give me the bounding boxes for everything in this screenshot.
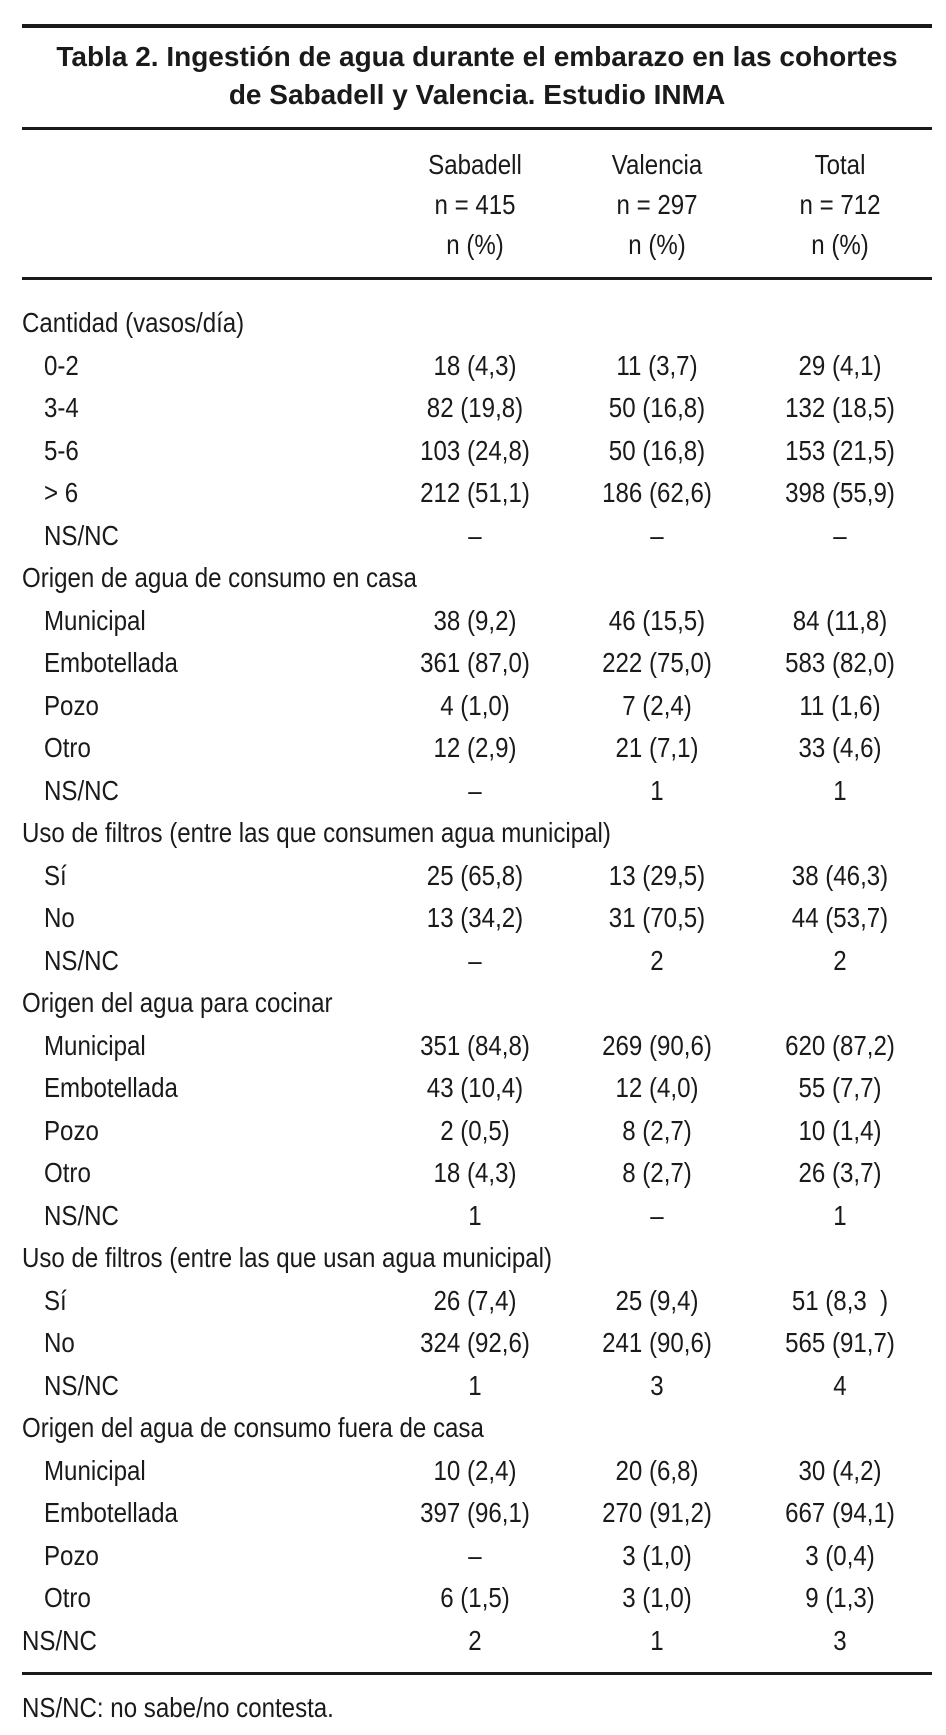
cell-total: 4 bbox=[833, 1369, 847, 1401]
cell-sabadell: 1 bbox=[468, 1199, 482, 1231]
table-row bbox=[0, 1152, 946, 1195]
cell-sabadell: 1 bbox=[468, 1369, 482, 1401]
cell-total: 38 (46,3) bbox=[791, 859, 889, 891]
cell-sabadell: 12 (2,9) bbox=[433, 732, 517, 763]
row-label: > 6 bbox=[44, 477, 79, 508]
cell-valencia: 50 (16,8) bbox=[608, 392, 706, 423]
cell-valencia: 241 (90,6) bbox=[602, 1327, 712, 1358]
row-label: NS/NC bbox=[44, 774, 119, 806]
table-row bbox=[0, 642, 946, 685]
table-title-line-2: de Sabadell y Valencia. Estudio INMA bbox=[228, 79, 726, 110]
table-row bbox=[0, 685, 946, 728]
row-label: 0-2 bbox=[44, 349, 79, 381]
section-row bbox=[0, 1237, 946, 1280]
row-label: 5-6 bbox=[44, 434, 79, 466]
table-row bbox=[0, 1535, 946, 1578]
cell-total: – bbox=[833, 519, 847, 551]
cell-sabadell: 397 (96,1) bbox=[420, 1497, 530, 1528]
row-label: Otro bbox=[44, 1582, 91, 1613]
column-n: n = 712 bbox=[799, 189, 881, 220]
table-row bbox=[0, 515, 946, 558]
column-name: Sabadell bbox=[428, 149, 522, 180]
table-row bbox=[0, 1577, 946, 1620]
cell-total: 51 (8,3 ) bbox=[791, 1284, 889, 1316]
row-label: Otro bbox=[44, 732, 91, 763]
cell-total: 3 (0,4) bbox=[805, 1539, 875, 1571]
cell-valencia: 20 (6,8) bbox=[615, 1454, 699, 1486]
row-label: Municipal bbox=[44, 604, 146, 636]
cell-total: 29 (4,1) bbox=[798, 349, 882, 381]
row-label: Pozo bbox=[44, 689, 99, 721]
table-row bbox=[0, 1620, 946, 1663]
section-label: Uso de filtros (entre las que consumen agua municipal) bbox=[22, 817, 611, 848]
column-name: Valencia bbox=[611, 149, 703, 180]
cell-valencia: 8 (2,7) bbox=[622, 1114, 692, 1146]
cell-total: 3 bbox=[833, 1624, 847, 1656]
cell-valencia: – bbox=[650, 1199, 664, 1231]
cell-sabadell: 18 (4,3) bbox=[433, 349, 517, 381]
row-label: No bbox=[44, 902, 75, 933]
table-row bbox=[0, 1195, 946, 1238]
section-label: Origen del agua para cocinar bbox=[22, 987, 333, 1018]
column-unit: n (%) bbox=[628, 229, 686, 260]
row-label: No bbox=[44, 1327, 75, 1358]
table-row bbox=[0, 897, 946, 940]
row-label: Otro bbox=[44, 1157, 91, 1188]
table-row bbox=[0, 1067, 946, 1110]
cell-sabadell: 2 (0,5) bbox=[440, 1114, 510, 1146]
table-row bbox=[0, 1110, 946, 1153]
table-row bbox=[0, 1322, 946, 1365]
column-header-sabadell bbox=[398, 145, 553, 265]
cell-sabadell: 10 (2,4) bbox=[433, 1454, 517, 1486]
cell-total: 30 (4,2) bbox=[798, 1454, 882, 1486]
row-label: 3-4 bbox=[44, 392, 79, 423]
cell-total: 10 (1,4) bbox=[798, 1114, 882, 1146]
section-label: Uso de filtros (entre las que usan agua municipal) bbox=[22, 1242, 553, 1273]
section-row bbox=[0, 302, 946, 345]
row-label: Pozo bbox=[44, 1114, 99, 1146]
column-n: n = 415 bbox=[434, 189, 516, 220]
cell-total: 2 bbox=[833, 944, 847, 976]
row-label: NS/NC bbox=[22, 1624, 97, 1656]
cell-total: 620 (87,2) bbox=[785, 1029, 895, 1061]
cell-sabadell: 26 (7,4) bbox=[433, 1284, 517, 1316]
cell-total: 84 (11,8) bbox=[792, 604, 888, 636]
cell-sabadell: 351 (84,8) bbox=[420, 1029, 530, 1061]
table-row bbox=[0, 430, 946, 473]
cell-valencia: – bbox=[650, 519, 664, 551]
cell-sabadell: – bbox=[468, 519, 482, 551]
cell-total: 11 (1,6) bbox=[799, 689, 881, 721]
table-row bbox=[0, 345, 946, 388]
table-row bbox=[0, 387, 946, 430]
cell-valencia: 186 (62,6) bbox=[602, 477, 712, 508]
cell-valencia: 11 (3,7) bbox=[616, 349, 698, 381]
cell-sabadell: 38 (9,2) bbox=[433, 604, 517, 636]
column-unit: n (%) bbox=[446, 229, 504, 260]
cell-sabadell: 6 (1,5) bbox=[440, 1582, 510, 1613]
cell-valencia: 7 (2,4) bbox=[622, 689, 692, 721]
cell-total: 33 (4,6) bbox=[798, 732, 882, 763]
section-label: Origen de agua de consumo en casa bbox=[22, 562, 417, 593]
section-row bbox=[0, 557, 946, 600]
row-label: NS/NC bbox=[44, 1369, 119, 1401]
cell-sabadell: 103 (24,8) bbox=[420, 434, 530, 466]
row-label: Embotellada bbox=[44, 1072, 178, 1103]
row-label: Municipal bbox=[44, 1454, 146, 1486]
table-row bbox=[0, 1492, 946, 1535]
cell-valencia: 21 (7,1) bbox=[615, 732, 699, 763]
table-row bbox=[0, 727, 946, 770]
cell-total: 153 (21,5) bbox=[785, 434, 895, 466]
table-row bbox=[0, 1025, 946, 1068]
cell-total: 565 (91,7) bbox=[785, 1327, 895, 1358]
cell-total: 55 (7,7) bbox=[798, 1072, 882, 1103]
cell-sabadell: 25 (65,8) bbox=[426, 859, 524, 891]
cell-sabadell: 82 (19,8) bbox=[426, 392, 524, 423]
cell-valencia: 46 (15,5) bbox=[608, 604, 706, 636]
row-label: Embotellada bbox=[44, 1497, 178, 1528]
table-row bbox=[0, 770, 946, 813]
cell-sabadell: 324 (92,6) bbox=[420, 1327, 530, 1358]
bottom-rule bbox=[22, 1672, 932, 1675]
column-n: n = 297 bbox=[616, 189, 698, 220]
cell-valencia: 2 bbox=[650, 944, 664, 976]
cell-sabadell: 212 (51,1) bbox=[420, 477, 530, 508]
cell-valencia: 269 (90,6) bbox=[602, 1029, 712, 1061]
table-title bbox=[22, 38, 932, 114]
cell-sabadell: 13 (34,2) bbox=[426, 902, 524, 933]
footnote: NS/NC: no sabe/no contesta. bbox=[22, 1692, 334, 1723]
section-label: Cantidad (vasos/día) bbox=[22, 307, 245, 338]
row-label: NS/NC bbox=[44, 944, 119, 976]
cell-sabadell: – bbox=[468, 1539, 482, 1571]
header-top-rule bbox=[22, 127, 932, 130]
column-header-total bbox=[763, 145, 918, 265]
section-label: Origen del agua de consumo fuera de casa bbox=[22, 1412, 484, 1443]
cell-valencia: 25 (9,4) bbox=[615, 1284, 699, 1316]
table-row bbox=[0, 1365, 946, 1408]
row-label: Pozo bbox=[44, 1539, 99, 1571]
cell-valencia: 3 (1,0) bbox=[622, 1539, 692, 1571]
cell-total: 26 (3,7) bbox=[798, 1157, 882, 1188]
row-label: Sí bbox=[44, 1284, 67, 1316]
cell-sabadell: 2 bbox=[468, 1624, 482, 1656]
column-name: Total bbox=[814, 149, 866, 180]
table-row bbox=[0, 855, 946, 898]
table-row bbox=[0, 472, 946, 515]
cell-sabadell: 18 (4,3) bbox=[433, 1157, 517, 1188]
table-row bbox=[0, 600, 946, 643]
row-label: Embotellada bbox=[44, 647, 178, 678]
cell-sabadell: – bbox=[468, 774, 482, 806]
header-bottom-rule bbox=[22, 277, 932, 280]
table-body bbox=[0, 302, 946, 1662]
cell-sabadell: 361 (87,0) bbox=[420, 647, 530, 678]
cell-valencia: 270 (91,2) bbox=[602, 1497, 712, 1528]
cell-valencia: 50 (16,8) bbox=[608, 434, 706, 466]
row-label: Sí bbox=[44, 859, 67, 891]
cell-total: 398 (55,9) bbox=[785, 477, 895, 508]
column-unit: n (%) bbox=[811, 229, 869, 260]
row-label: Municipal bbox=[44, 1029, 146, 1061]
cell-total: 1 bbox=[833, 1199, 847, 1231]
cell-valencia: 1 bbox=[650, 774, 664, 806]
cell-sabadell: 4 (1,0) bbox=[440, 689, 510, 721]
section-row bbox=[0, 812, 946, 855]
cell-valencia: 13 (29,5) bbox=[608, 859, 706, 891]
cell-total: 132 (18,5) bbox=[785, 392, 895, 423]
row-label: NS/NC bbox=[44, 1199, 119, 1231]
table-row bbox=[0, 940, 946, 983]
cell-sabadell: 43 (10,4) bbox=[426, 1072, 524, 1103]
cell-valencia: 3 bbox=[650, 1369, 664, 1401]
cell-valencia: 3 (1,0) bbox=[622, 1582, 692, 1613]
cell-total: 9 (1,3) bbox=[805, 1582, 875, 1613]
cell-total: 667 (94,1) bbox=[785, 1497, 895, 1528]
cell-sabadell: – bbox=[468, 944, 482, 976]
cell-valencia: 31 (70,5) bbox=[608, 902, 706, 933]
cell-valencia: 8 (2,7) bbox=[622, 1157, 692, 1188]
cell-total: 583 (82,0) bbox=[785, 647, 895, 678]
cell-total: 1 bbox=[833, 774, 847, 806]
table-title-line-1: Tabla 2. Ingestión de agua durante el embarazo en las cohortes bbox=[56, 41, 898, 72]
cell-valencia: 1 bbox=[650, 1624, 664, 1656]
section-row bbox=[0, 1407, 946, 1450]
cell-valencia: 12 (4,0) bbox=[615, 1072, 699, 1103]
section-row bbox=[0, 982, 946, 1025]
row-label: NS/NC bbox=[44, 519, 119, 551]
cell-valencia: 222 (75,0) bbox=[602, 647, 712, 678]
cell-total: 44 (53,7) bbox=[791, 902, 889, 933]
top-rule bbox=[22, 24, 932, 28]
table-row bbox=[0, 1280, 946, 1323]
column-header-valencia bbox=[580, 145, 735, 265]
table-row bbox=[0, 1450, 946, 1493]
